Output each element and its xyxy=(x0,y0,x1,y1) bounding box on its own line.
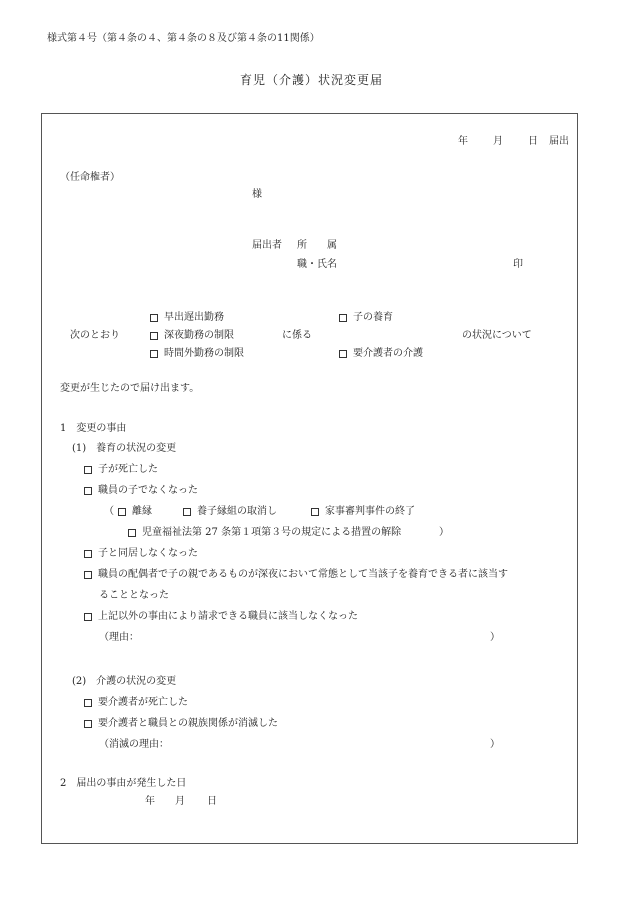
item-family-court-end[interactable]: 家事審判事件の終了 xyxy=(311,507,415,517)
checkbox[interactable] xyxy=(128,529,136,537)
item-child-died[interactable]: 子が死亡した xyxy=(84,465,158,475)
applicant-name-label: 職・氏名 xyxy=(297,259,337,270)
section1-heading: 1 変更の事由 xyxy=(60,423,127,434)
checkbox[interactable] xyxy=(84,487,92,495)
option-overtime-limit[interactable]: 時間外勤務の制限 xyxy=(150,349,244,359)
checkbox[interactable] xyxy=(84,550,92,558)
checkbox[interactable] xyxy=(84,613,92,621)
addressee-sama: 様 xyxy=(252,189,262,200)
date-day-label: 日 xyxy=(528,136,538,147)
item-not-living[interactable]: 子と同居しなくなった xyxy=(84,549,198,559)
option-family-care[interactable]: 要介護者の介護 xyxy=(339,349,423,359)
checkbox[interactable] xyxy=(311,508,319,516)
item-other-reason[interactable]: 上記以外の事由により請求できる職員に該当しなくなった xyxy=(84,612,358,622)
checkbox[interactable] xyxy=(84,720,92,728)
form-number: 様式第４号（第４条の４、第４条の８及び第４条の11関係） xyxy=(47,33,320,44)
date-submit-label: 届出 xyxy=(549,136,569,147)
item-adoption-cancel[interactable]: 養子縁組の取消し xyxy=(183,507,277,517)
item-not-child[interactable]: 職員の子でなくなった xyxy=(84,486,198,496)
section2-day: 日 xyxy=(207,796,217,807)
section2-heading: 2 届出の事由が発生した日 xyxy=(60,778,187,789)
checkbox[interactable] xyxy=(84,571,92,579)
item-spouse-continued: ることとなった xyxy=(99,590,169,601)
checkbox[interactable] xyxy=(118,508,126,516)
selection-suffix: の状況について xyxy=(462,330,532,341)
form-frame xyxy=(41,113,578,844)
option-night-work-limit[interactable]: 深夜勤務の制限 xyxy=(150,331,234,341)
checkbox[interactable] xyxy=(150,350,158,358)
section2-year: 年 xyxy=(145,796,155,807)
item-care-died[interactable]: 要介護者が死亡した xyxy=(84,698,188,708)
checkbox[interactable] xyxy=(339,314,347,322)
applicant-dept-label: 所 属 xyxy=(297,240,337,251)
item-welfare-law[interactable]: 児童福祉法第 27 条第１項第３号の規定による措置の解除 xyxy=(128,528,401,538)
reason-label: （理由： xyxy=(99,632,139,643)
date-year-label: 年 xyxy=(458,136,468,147)
checkbox[interactable] xyxy=(183,508,191,516)
seal-label: 印 xyxy=(513,259,523,270)
section1-sub1-heading: (1) 養育の状況の変更 xyxy=(72,443,177,454)
item-divorce[interactable]: 離縁 xyxy=(118,507,152,517)
checkbox[interactable] xyxy=(150,314,158,322)
option-child-rearing[interactable]: 子の養育 xyxy=(339,313,393,323)
date-month-label: 月 xyxy=(493,136,503,147)
paren-open: （ xyxy=(104,506,114,517)
intro-text: 変更が生じたので届け出ます。 xyxy=(60,383,200,394)
extinction-reason-close: ） xyxy=(490,739,500,750)
item-relation-ended[interactable]: 要介護者と職員との親族関係が消滅した xyxy=(84,719,278,729)
section2-month: 月 xyxy=(175,796,185,807)
section1-sub2-heading: (2) 介護の状況の変更 xyxy=(72,676,177,687)
extinction-reason-label: （消滅の理由： xyxy=(99,739,169,750)
checkbox[interactable] xyxy=(84,466,92,474)
selection-prefix: 次のとおり xyxy=(70,330,120,341)
addressee-label: （任命権者） xyxy=(60,172,120,183)
item-spouse[interactable]: 職員の配偶者で子の親であるものが深夜において常態として当該子を養育できる者に該当す xyxy=(84,570,508,580)
reason-close: ） xyxy=(490,632,500,643)
paren-close: ） xyxy=(439,527,449,538)
checkbox[interactable] xyxy=(150,332,158,340)
option-early-late-work[interactable]: 早出遅出勤務 xyxy=(150,313,224,323)
checkbox[interactable] xyxy=(84,699,92,707)
applicant-label: 届出者 xyxy=(252,240,282,251)
selection-mid: に係る xyxy=(282,330,312,341)
checkbox[interactable] xyxy=(339,350,347,358)
document-title: 育児（介護）状況変更届 xyxy=(240,73,384,87)
